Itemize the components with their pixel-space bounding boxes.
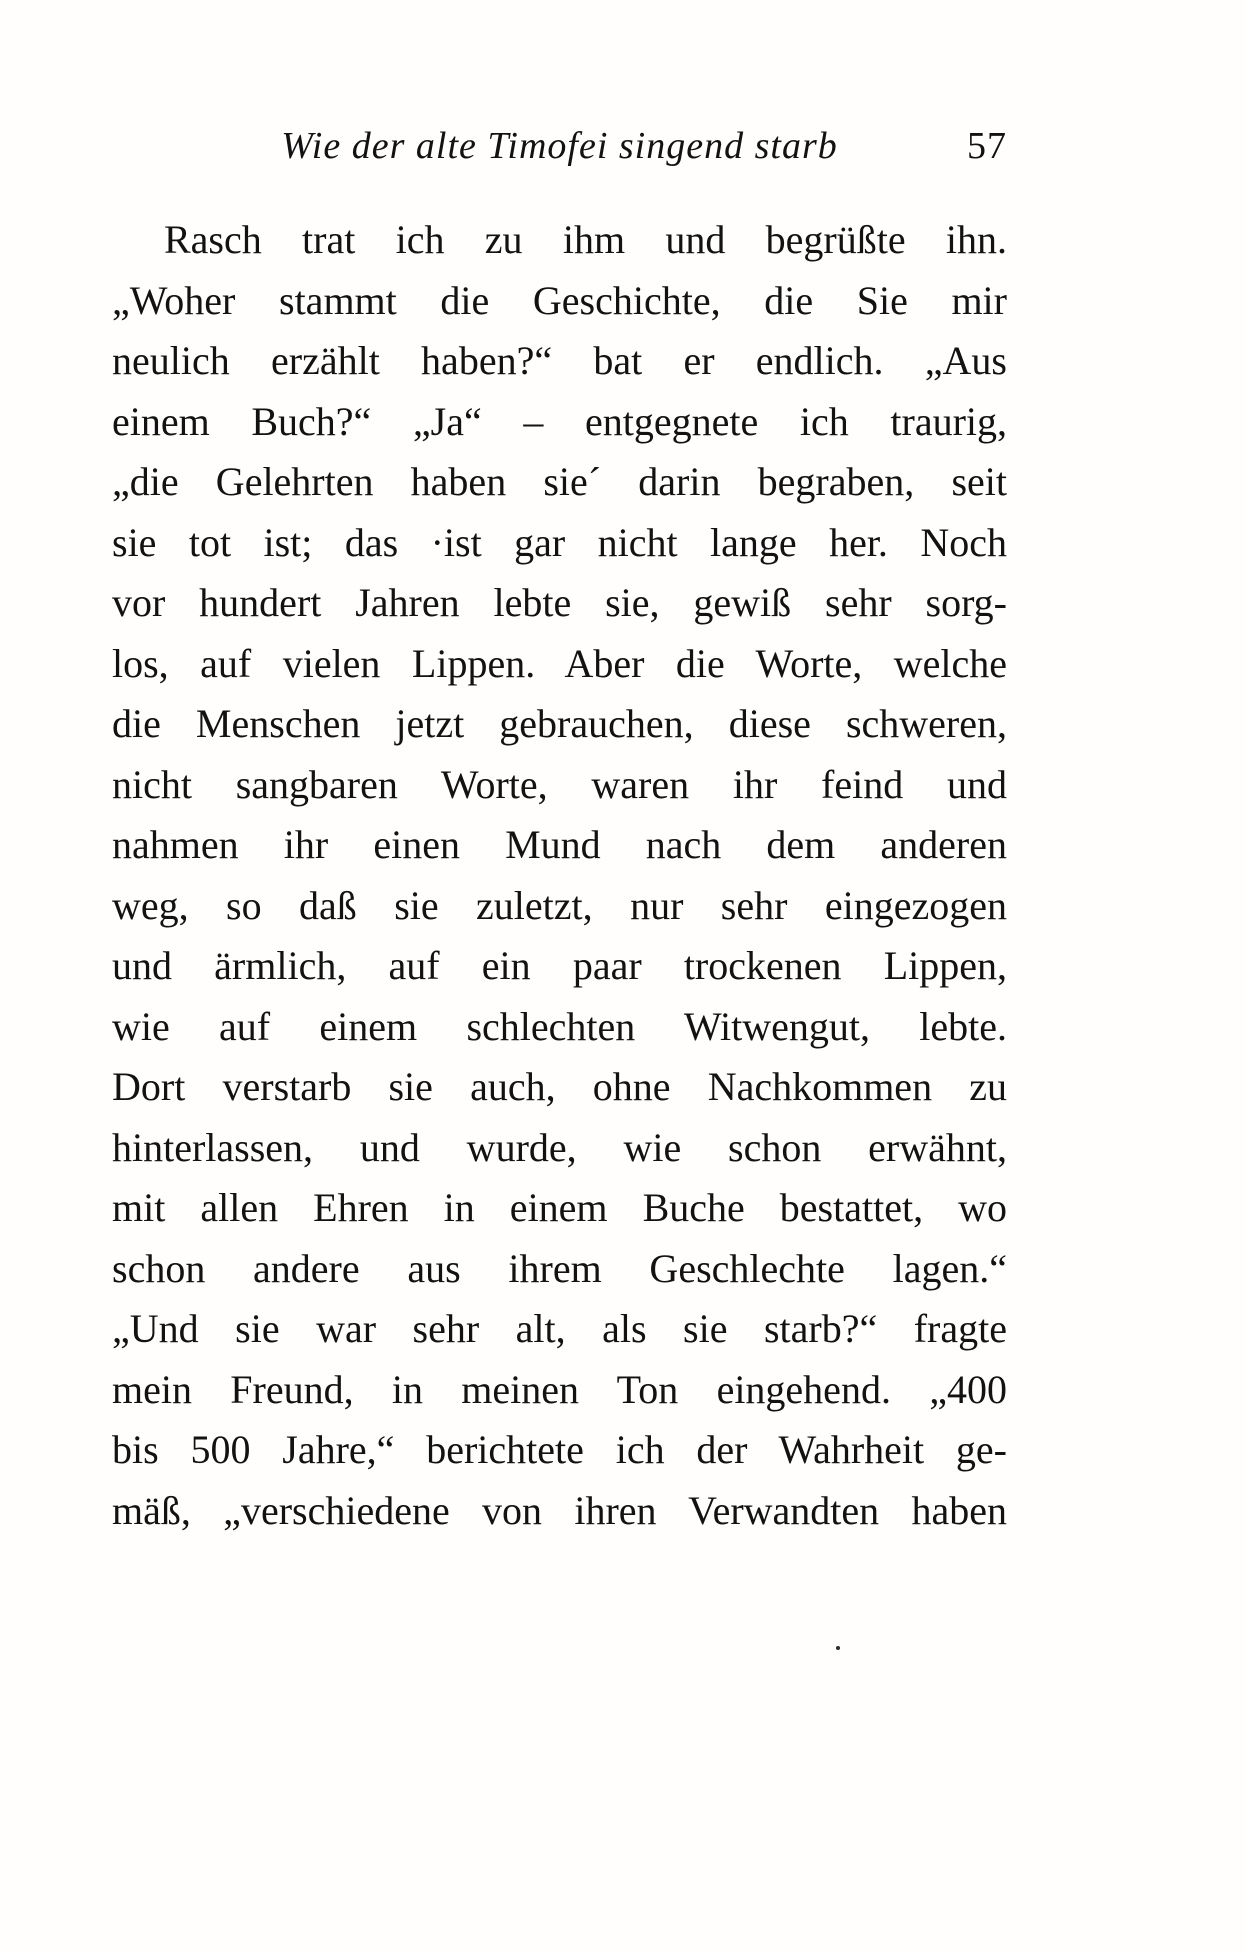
page-header-title: Wie der alte Timofei singend starb	[281, 125, 838, 167]
running-head	[112, 118, 1007, 174]
body-text	[112, 210, 1007, 1541]
text-line: hinterlassen, und wurde, wie schon erwähnt,	[112, 1124, 1007, 1170]
scan-speck	[836, 1646, 840, 1650]
text-line: wie auf einem schlechten Witwengut, lebte.	[112, 1003, 1007, 1049]
text-line: einem Buch?“ „Ja“ – entgegnete ich traurig,	[112, 398, 1007, 444]
text-line: nicht sangbaren Worte, waren ihr feind und	[112, 761, 1007, 807]
text-line: schon andere aus ihrem Geschlechte lagen.“	[112, 1245, 1007, 1291]
text-line: mäß, „verschiedene von ihren Verwandten haben	[112, 1487, 1007, 1533]
text-line: Dort verstarb sie auch, ohne Nachkommen zu	[112, 1064, 1007, 1109]
text-line: und ärmlich, auf ein paar trockenen Lippen,	[112, 943, 1007, 988]
text-line: weg, so daß sie zuletzt, nur sehr eingezogen	[112, 882, 1007, 928]
text-line: nahmen ihr einen Mund nach dem anderen	[112, 822, 1007, 867]
text-line: „die Gelehrten haben sie´ darin begraben, seit	[112, 459, 1007, 504]
text-line: Rasch trat ich zu ihm und begrüßte ihn.	[164, 217, 1007, 262]
text-line: die Menschen jetzt gebrauchen, diese schweren,	[112, 701, 1007, 746]
page-number: 57	[967, 125, 1007, 167]
text-line: mein Freund, in meinen Ton eingehend. „400	[112, 1366, 1007, 1412]
text-line: „Woher stammt die Geschichte, die Sie mir	[112, 277, 1007, 323]
text-line: vor hundert Jahren lebte sie, gewiß sehr sorg-	[112, 580, 1007, 625]
text-line: „Und sie war sehr alt, als sie starb?“ fragte	[112, 1306, 1007, 1351]
text-line: mit allen Ehren in einem Buche bestattet, wo	[112, 1185, 1007, 1230]
text-line: neulich erzählt haben?“ bat er endlich. „Aus	[112, 338, 1007, 383]
text-line: bis 500 Jahre,“ berichtete ich der Wahrheit ge-	[112, 1427, 1007, 1472]
text-line: los, auf vielen Lippen. Aber die Worte, welche	[112, 640, 1007, 686]
text-line: sie tot ist; das ·ist gar nicht lange her. Noch	[112, 519, 1007, 565]
